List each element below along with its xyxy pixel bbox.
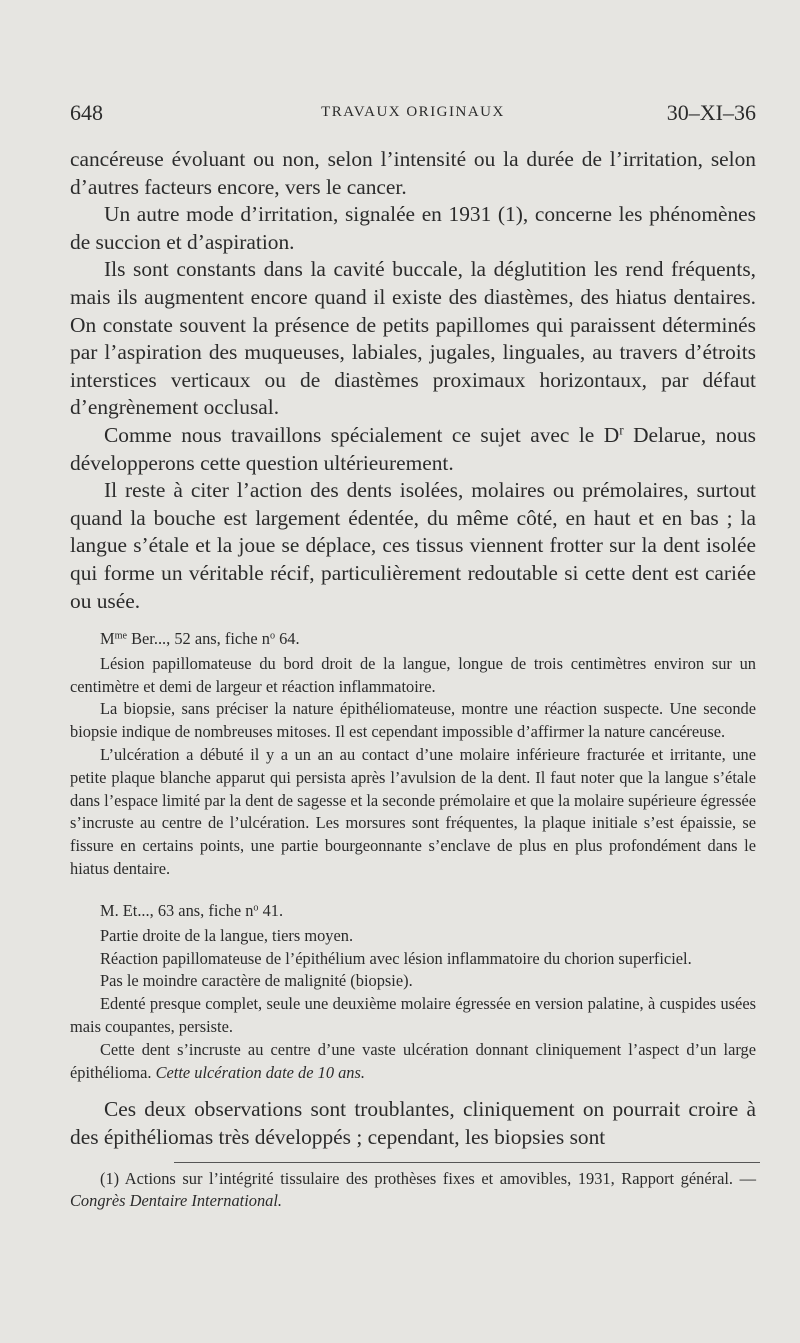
obs2-line-5-text: Cette dent s’incruste au centre d’une vaste ulcération donnant cliniquement l’aspect d’un large épithélioma. [70,1039,756,1082]
issue-date: 30–XI–36 [666,100,756,125]
paragraph-3: Ils sont constants dans la cavité buccale, la déglutition les rend fréquents, mais ils augmentent encore quand il existe des diastèmes, des hiatus dentaires. On constate souvent la présence de petits papillomes qui paraissent déterminés par l’aspiration des muqueuses, labiales, jugales, linguales, au travers d’étroits interstices verticaux ou de diastèmes proximaux horizontaux, par défaut d’engrènement occlusal. [70,257,756,420]
doctor-abbrev-sup: r [619,422,624,438]
obs1-number-sup: o [269,630,276,642]
footnote-text: (1) Actions sur l’intégrité tissulaire des prothèses fixes et amovibles, 1931, Rapport général. — [100,1169,756,1188]
footnote-1 [70,1168,756,1212]
main-text [70,146,756,615]
paragraph-4-end: Delarue, nous développerons cette question ultérieurement. [70,422,756,475]
footnote [70,1168,756,1212]
obs1-head-end: 64. [275,629,300,648]
obs2-number-sup: o [253,902,259,914]
running-title: TRAVAUX ORIGINAUX [321,104,505,120]
paragraph-5: Il reste à citer l’action des dents isolées, molaires ou prémolaires, surtout quand la bouche est largement édentée, du même côté, en haut et en bas ; la langue s’étale et la joue se déplace, ces tissus viennent frotter sur la dent isolée qui forme un véritable récif, particulièrement redoutable si cette dent est cariée ou usée. [70,478,756,613]
obs2-line-5-italic: Cette ulcération date de 10 ans. [155,1062,365,1082]
observation-1-line-3: L’ulcération a débuté il y a un an au contact d’une molaire inférieure fracturée et irritante, une petite plaque blanche apparut qui persista après l’avulsion de la dent. Il faut noter que la langue s’étale dans l’espace limité par la dent de sagesse et la seconde prémolaire et que la molaire supérieure égressée s’incruste au centre de l’ulcération. Les morsures sont fréquentes, la plaque initiale s’est épaissie, se fissure en certains points, une partie bourgeonnante s’enclave de plus en plus profondément dans le hiatus dentaire. [70,744,756,878]
footnote-rule [174,1162,760,1163]
obs2-head-end: 41. [258,901,284,920]
running-header [70,100,756,130]
observation-2-head [70,900,756,923]
observation-2-line-1: Partie droite de la langue, tiers moyen. [100,925,354,945]
observation-1-line-2: La biopsie, sans préciser la nature épithéliomateuse, montre une réaction suspecte. Une seconde biopsie indique de nombreuses mitoses. Il est cependant impossible d’affirmer la nature cancéreuse. [70,699,756,742]
observation-2-line-3: Pas le moindre caractère de malignité (biopsie). [100,971,413,991]
observation-2-line-2: Réaction papillomateuse de l’épithélium avec lésion inflammatoire du chorion superficiel. [100,948,692,968]
page-number: 648 [70,100,103,125]
observation-2 [70,900,756,1084]
obs1-head-prefix: M [100,629,115,648]
closing-paragraph [70,1096,756,1151]
obs2-head: M. Et..., 63 ans, fiche n [100,901,254,920]
closing-text: Ces deux observations sont troublantes, cliniquement on pourrait croire à des épithéliomas très développés ; cependant, les biopsies sont [70,1097,756,1149]
paragraph-2: Un autre mode d’irritation, signalée en 1931 (1), concerne les phénomènes de succion et d’aspiration. [70,202,756,254]
observation-2-line-5 [70,1039,756,1085]
observation-1-line-1: Lésion papillomateuse du bord droit de la langue, longue de trois centimètres environ sur un centimètre et demi de largeur et réaction inflammatoire. [70,653,756,696]
paragraph-4-start: Comme nous travaillons spécialement ce sujet avec le D [104,422,620,447]
observation-1 [70,628,756,881]
footnote-italic: Congrès Dentaire International. [70,1191,282,1210]
observation-1-head [70,628,756,651]
paragraph-1: cancéreuse évoluant ou non, selon l’intensité ou la durée de l’irritation, selon d’autres facteurs encore, vers le cancer. [70,147,756,199]
obs1-head-rest: Ber..., 52 ans, fiche n [127,629,270,648]
observation-2-line-4: Edenté presque complet, seule une deuxième molaire égressée en version palatine, à cuspides usées mais coupantes, persiste. [70,994,756,1036]
obs1-head-sup: me [114,630,127,642]
paragraph-4 [70,422,756,477]
